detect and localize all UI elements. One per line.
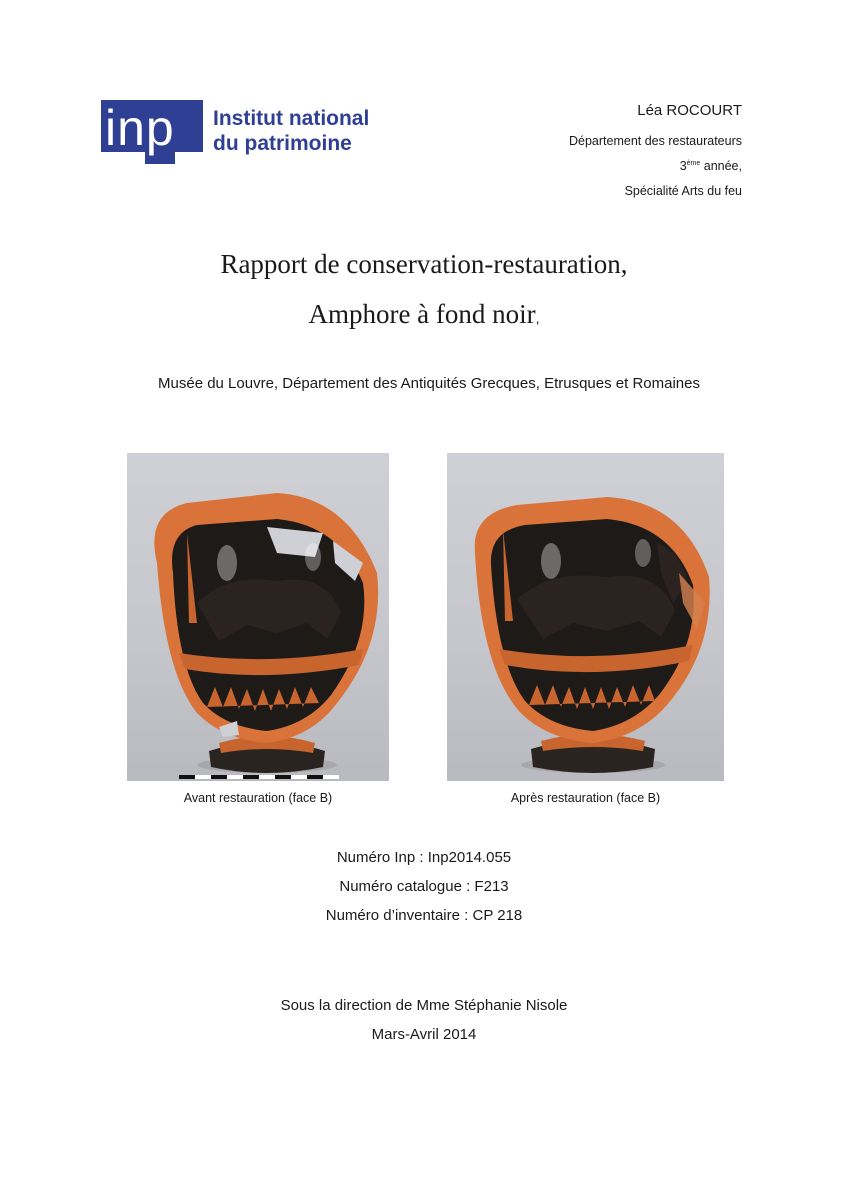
logo-name-line-1: Institut national	[213, 107, 370, 130]
inp-number: Numéro Inp : Inp2014.055	[336, 849, 512, 866]
identification-numbers	[0, 843, 848, 930]
report-title-object: Amphore à fond noir	[308, 299, 536, 329]
author-year-suffix: ème	[686, 160, 701, 167]
inp-logo-mark	[101, 100, 203, 164]
logo-mark-text: inp	[105, 100, 175, 156]
supervisor: Sous la direction de Mme Stéphanie Nisole	[280, 997, 568, 1014]
report-title-trailing-comma: ,	[535, 310, 540, 326]
author-block	[569, 101, 742, 204]
museum-department: Musée du Louvre, Département des Antiquités Grecques, Etrusques et Romaines	[158, 375, 700, 392]
supervision-block	[0, 991, 848, 1049]
amphora-after-restoration-image	[447, 453, 724, 781]
author-department: Département des restaurateurs	[568, 134, 742, 148]
logo-institution-name	[213, 106, 403, 156]
author-year	[569, 154, 742, 179]
author-year-number: 3	[679, 159, 687, 173]
before-restoration-caption: Avant restauration (face B)	[183, 791, 333, 805]
after-restoration-caption: Après restauration (face B)	[510, 791, 661, 805]
amphora-after-drawing	[447, 453, 724, 781]
catalogue-number: Numéro catalogue : F213	[339, 878, 509, 895]
report-title-line-2	[0, 296, 848, 336]
logo-name-line-2: du patrimoine	[213, 132, 352, 155]
author-name: Léa ROCOURT	[637, 102, 742, 119]
scale-bar	[179, 775, 339, 779]
inventory-number: Numéro d’inventaire : CP 218	[325, 907, 523, 924]
inp-logo	[101, 100, 391, 164]
report-date: Mars-Avril 2014	[371, 1026, 477, 1043]
amphora-before-drawing	[127, 453, 389, 781]
amphora-before-restoration-image	[127, 453, 389, 781]
author-specialty: Spécialité Arts du feu	[624, 184, 742, 198]
report-title-line-1: Rapport de conservation-restauration,	[220, 249, 628, 279]
author-year-rest: année,	[700, 159, 742, 173]
